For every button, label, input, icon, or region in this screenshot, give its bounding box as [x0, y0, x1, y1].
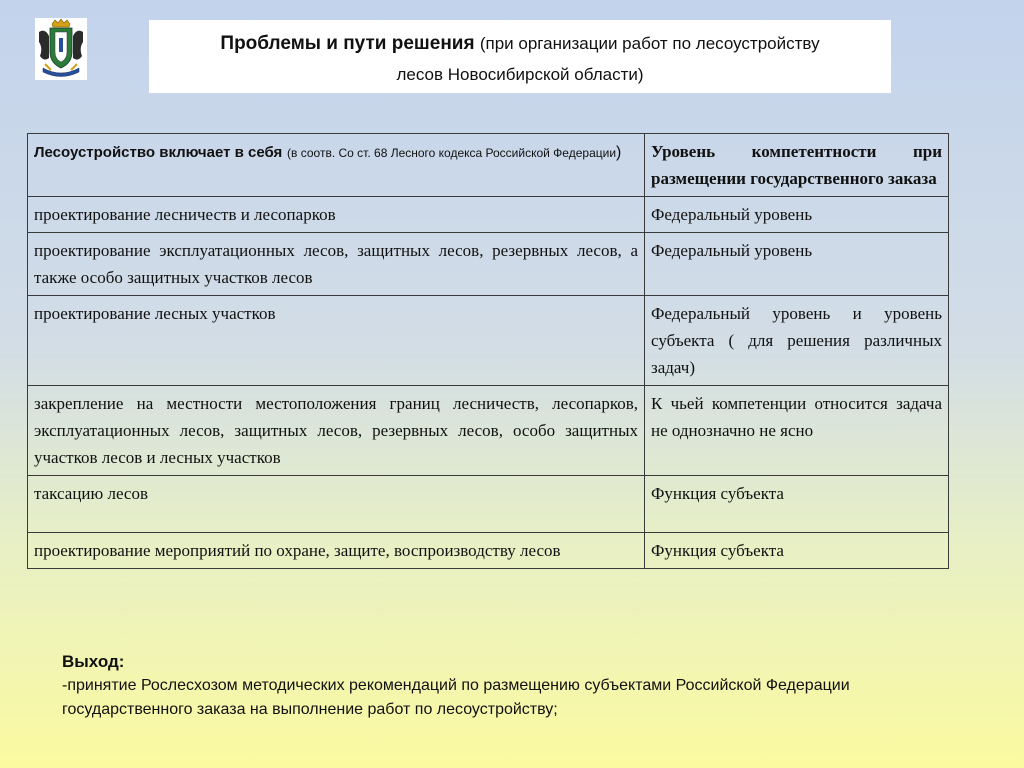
activity-cell: проектирование лесных участков — [28, 296, 645, 386]
level-cell: Федеральный уровень — [645, 197, 949, 233]
level-cell: Федеральный уровень и уровень субъекта ( для решения различных задач) — [645, 296, 949, 386]
activity-cell: проектирование лесничеств и лесопарков — [28, 197, 645, 233]
activity-cell: проектирование мероприятий по охране, защите, воспроизводству лесов — [28, 533, 645, 569]
level-cell: Федеральный уровень — [645, 233, 949, 296]
header-cell-competence: Уровень компетентности при размещении государственного заказа — [645, 134, 949, 197]
table-row — [28, 233, 949, 296]
conclusion-block — [62, 650, 942, 722]
table-row — [28, 296, 949, 386]
coat-of-arms-icon — [35, 18, 87, 80]
page-title-line2: лесов Новосибирской области) — [396, 65, 644, 84]
conclusion-text: -принятие Рослесхозом методических рекомендаций по размещению субъектами Российской Федерации государственного заказа на выполнение работ по лесоустройству; — [62, 677, 850, 718]
page-title — [149, 31, 891, 57]
page-title-main: Проблемы и пути решения — [220, 33, 475, 54]
conclusion-title: Выход: — [62, 652, 125, 671]
table-header-row — [28, 134, 949, 197]
header-activities-label: Лесоустройство включает в себя — [34, 144, 283, 161]
activity-cell: таксацию лесов — [28, 476, 645, 533]
page-title-sub: (при организации работ по лесоустройству — [479, 34, 820, 53]
header-cell-activities — [28, 134, 645, 197]
table-row — [28, 386, 949, 476]
header-activities-note: (в соотв. Со ст. 68 Лесного кодекса Российской Федерации — [287, 146, 617, 160]
competence-table — [27, 133, 949, 569]
activity-cell: проектирование эксплуатационных лесов, защитных лесов, резервных лесов, а также особо защитных участков лесов — [28, 233, 645, 296]
table-row — [28, 476, 949, 533]
level-cell: Функция субъекта — [645, 476, 949, 533]
level-cell: Функция субъекта — [645, 533, 949, 569]
activity-cell: закрепление на местности местоположения границ лесничеств, лесопарков, эксплуатационных лесов, защитных лесов, резервных лесов, особо защитных участков лесов и лесных участков — [28, 386, 645, 476]
table-row — [28, 533, 949, 569]
table-row — [28, 197, 949, 233]
level-cell: К чьей компетенции относится задача не однозначно не ясно — [645, 386, 949, 476]
page-title-box — [149, 20, 891, 93]
header-activities-close: ) — [616, 144, 622, 161]
